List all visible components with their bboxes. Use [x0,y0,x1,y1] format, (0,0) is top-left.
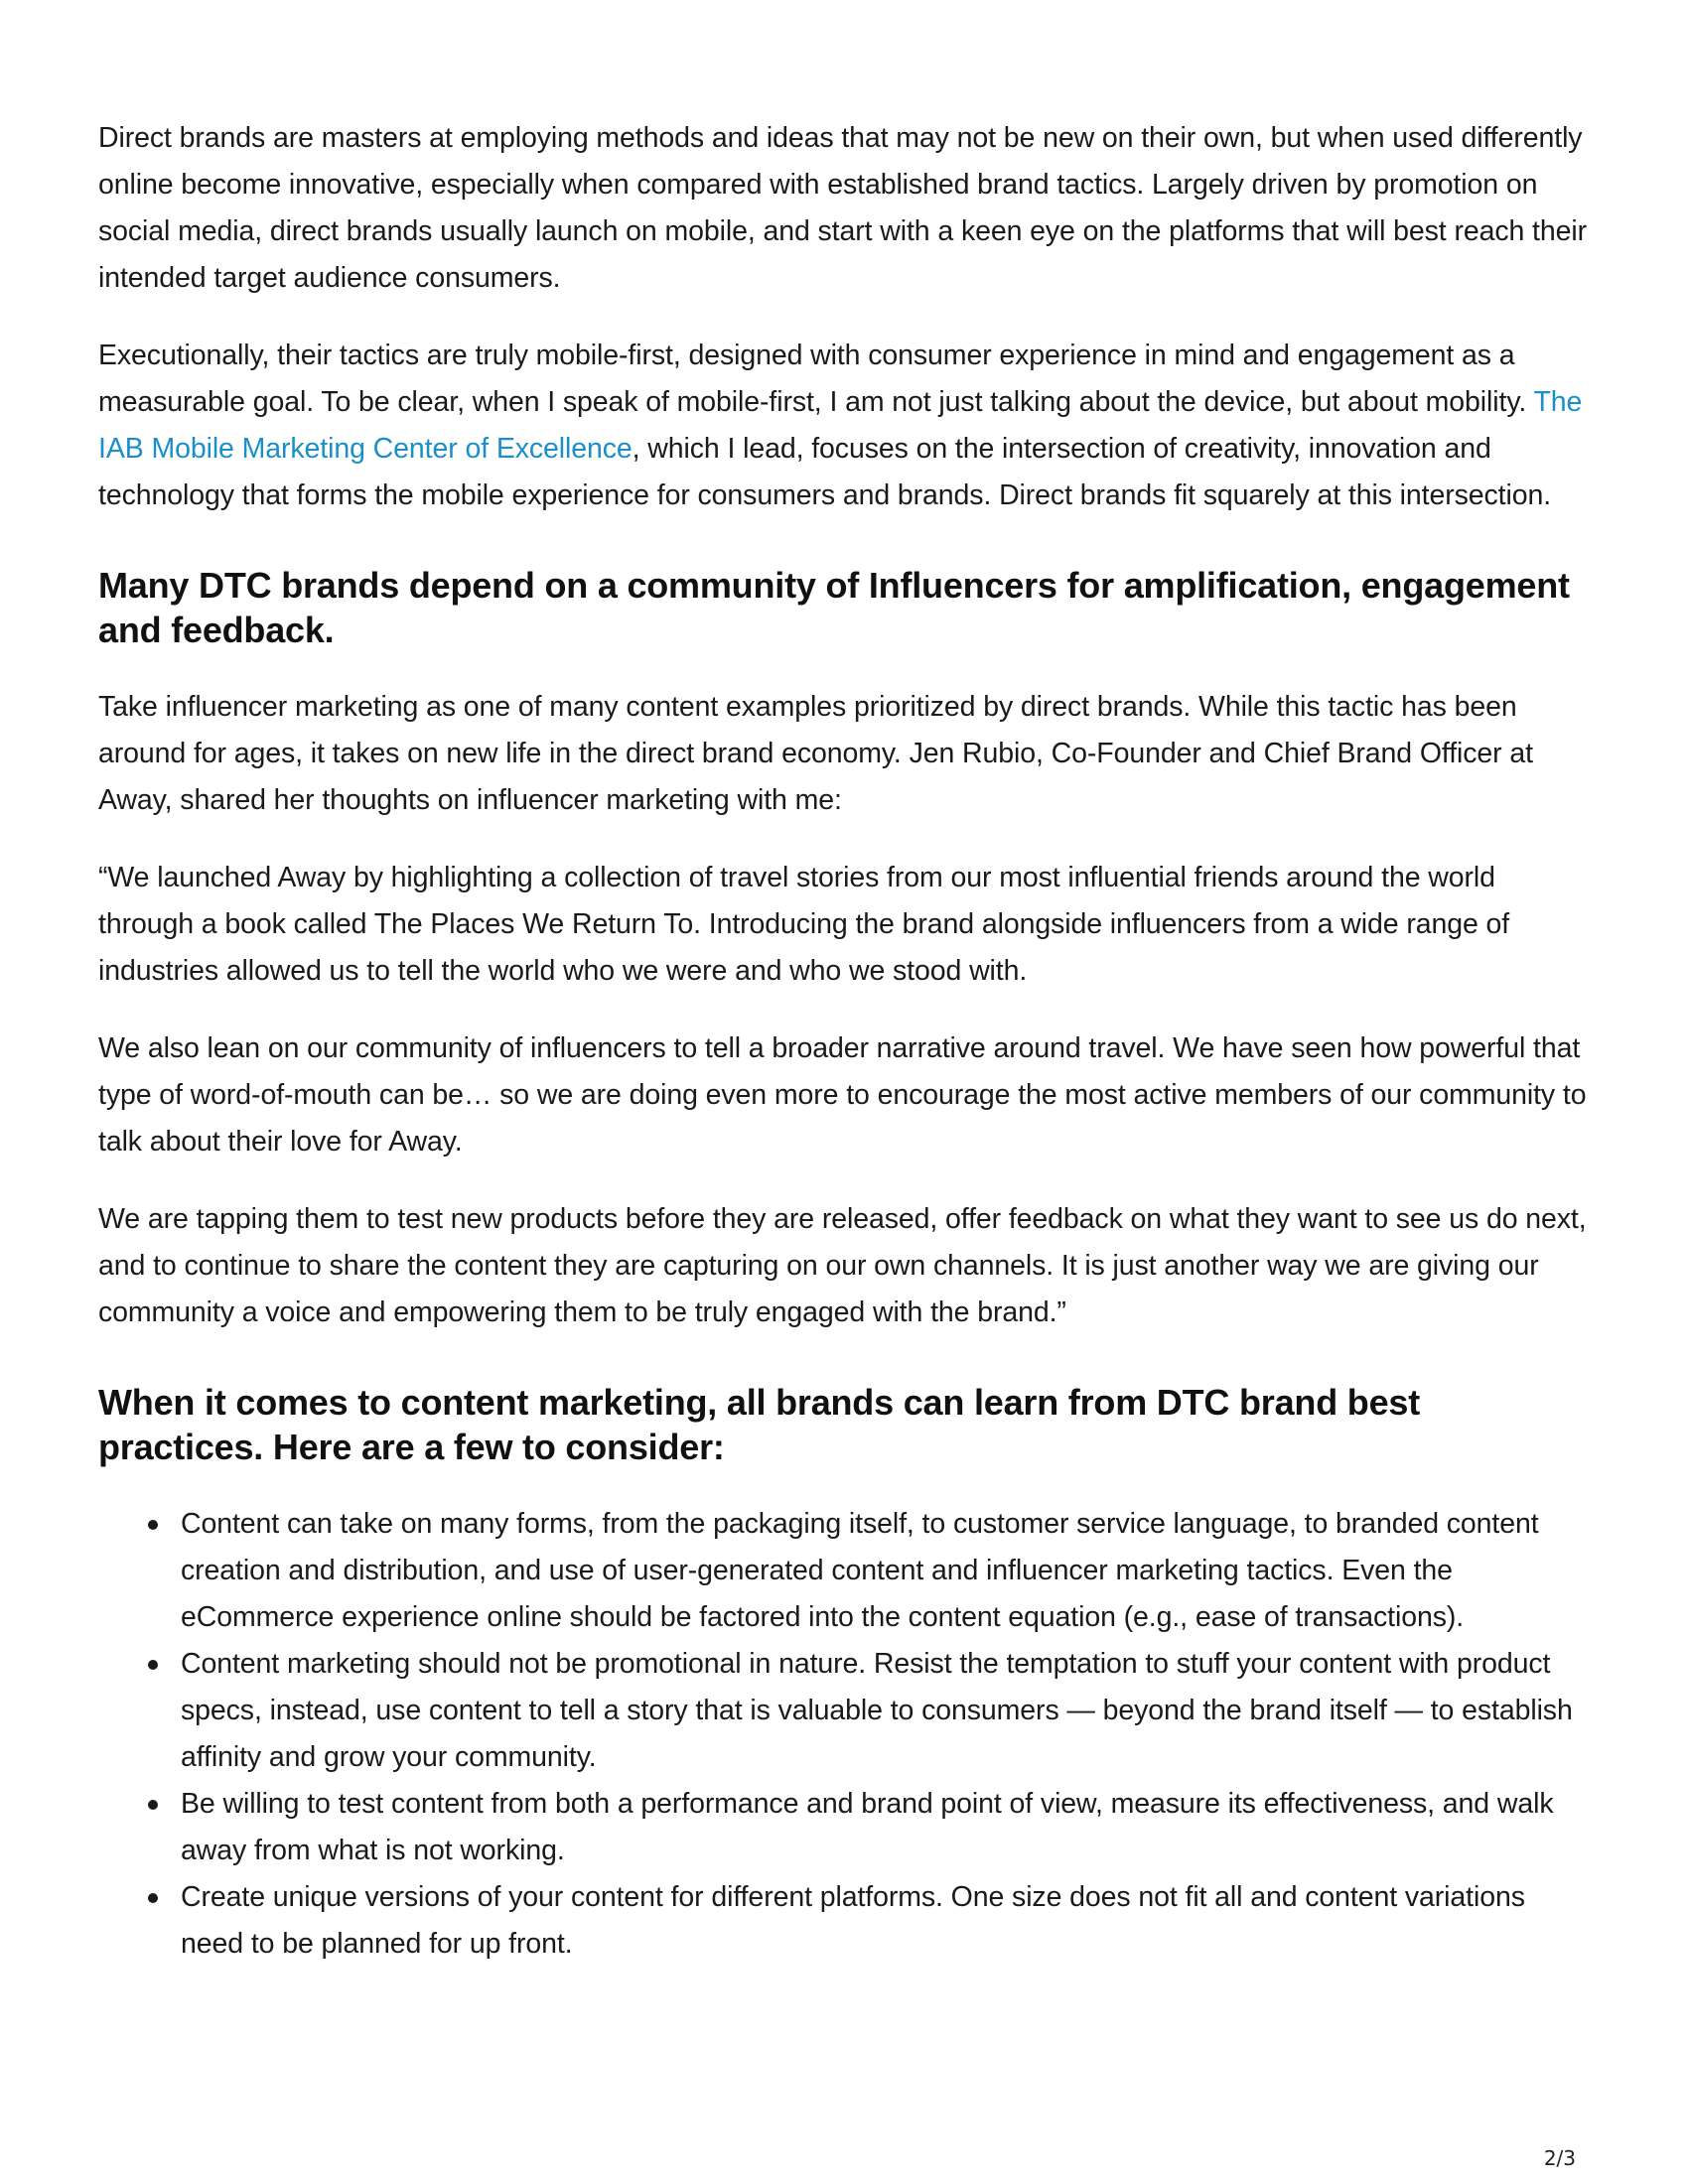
paragraph-intro: Direct brands are masters at employing methods and ideas that may not be new on their own, but when used differently online become innovative, especially when compared with established brand tactics. Largely driven by promotion on social media, direct brands usually launch on mobile, and start with a keen eye on the platforms that will best reach their intended target audience consumers. [98,122,1587,294]
best-practices-list [98,1501,1593,1968]
iab-mobile-center-link[interactable]: The IAB Mobile Marketing Center of Excellence [98,386,1583,465]
bullet-icon [148,1660,158,1670]
bullet-icon [148,1893,158,1903]
paragraph-text: , which I lead, focuses on the intersection of creativity, innovation and technology that forms the mobile experience for consumers and brands. Direct brands fit squarely at this intersection. [98,433,1552,511]
list-item-text: Be willing to test content from both a performance and brand point of view, measure its effectiveness, and walk away from what is not working. [181,1788,1554,1866]
section-heading-best-practices: When it comes to content marketing, all brands can learn from DTC brand best practices. Here are a few to consider: [98,1382,1421,1467]
paragraph-text: Executionally, their tactics are truly mobile-first, designed with consumer experience in mind and engagement as a measurable goal. To be clear, when I speak of mobile-first, I am not just talking about the device, but about mobility. [98,340,1534,418]
list-item-text: Create unique versions of your content for different platforms. One size does not fit all and content variations need to be planned for up front. [181,1881,1525,1960]
list-item-text: Content can take on many forms, from the packaging itself, to customer service language, to branded content creation and distribution, and use of user-generated content and influencer marketing tactics. Even the eCommerce experience online should be factored into the content equation (e.g., ease of transactions). [181,1508,1539,1633]
paragraph-quote-end: We are tapping them to test new products before they are released, offer feedback on what they want to see us do next, and to continue to share the content they are capturing on our own channels. It is just another way we are giving our community a voice and empowering them to be truly engaged with the brand.” [98,1203,1587,1328]
list-item [98,1501,1593,1641]
list-item-text: Content marketing should not be promotional in nature. Resist the temptation to stuff your content with product specs, instead, use content to tell a story that is valuable to consumers — beyond the brand itself — to establish affinity and grow your community. [181,1648,1573,1773]
document-body [98,115,1593,1968]
paragraph-quote-middle: We also lean on our community of influencers to tell a broader narrative around travel. We have seen how powerful that type of word-of-mouth can be… so we are doing even more to encourage the most active members of our community to talk about their love for Away. [98,1032,1587,1158]
paragraph-quote-start: “We launched Away by highlighting a collection of travel stories from our most influential friends around the world through a book called The Places We Return To. Introducing the brand alongside influencers from a wide range of industries allowed us to tell the world who we were and who we stood with. [98,862,1510,987]
section-heading-influencers: Many DTC brands depend on a community of Influencers for amplification, engagement and feedback. [98,565,1570,650]
list-item [98,1781,1593,1874]
list-item [98,1641,1593,1781]
list-item [98,1874,1593,1968]
bullet-icon [148,1800,158,1810]
paragraph-influencer-marketing: Take influencer marketing as one of many content examples prioritized by direct brands. While this tactic has been around for ages, it takes on new life in the direct brand economy. Jen Rubio, Co-Founder and Chief Brand Officer at Away, shared her thoughts on influencer marketing with me: [98,691,1533,816]
bullet-icon [148,1520,158,1530]
page-number: 2/3 [1543,2146,1576,2170]
paragraph-mobile-first [98,333,1593,519]
